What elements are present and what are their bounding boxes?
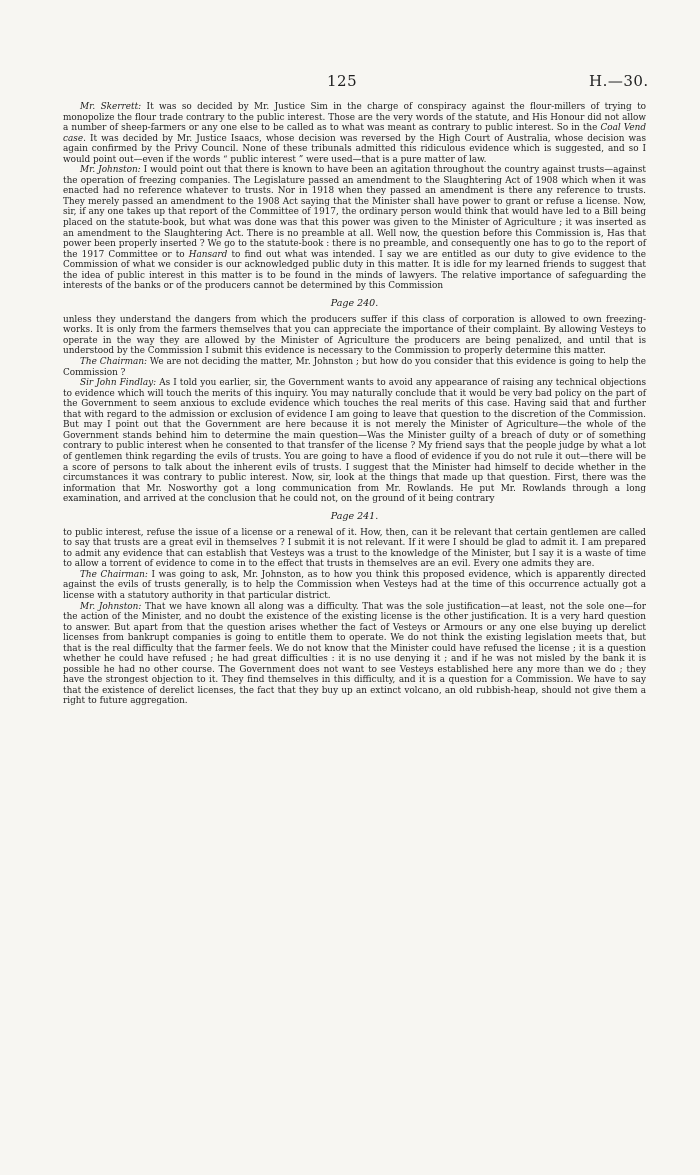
paragraph	[63, 378, 646, 505]
paragraph	[63, 570, 646, 602]
paragraph-text: I would point out that there is known to have been an agitation throughout the country against trusts—against the operation of freezing companies. The Legislature passed an amendment to the Slaughtering Act of 1908 which when it was enacted had no reference whatever to trusts. Nor in 1918 when they passed an amendment is there any reference to trusts. They merely passed an amendment to the 1908 Act saying that the Minister shall have power to grant or refuse a license. Now, sir, if any one takes up that report of the Committee of 1917, the ordinary person would think that would have led to a Bill being placed on the statute-book, but what was done was that this power was given to the Minister of Agriculture ; it was inserted as an amendment to the Slaughtering Act. There is no preamble at all. Well now, the question before this Commission is, Has that power been properly inserted ? We go to the statute-book : there is no preamble, and consequently one has to go to the report of the 1917 Committee or to	[63, 165, 647, 260]
paragraph	[63, 102, 646, 165]
speaker-name: The Chairman:	[80, 357, 148, 368]
page-number: 125	[327, 72, 358, 90]
paragraph	[63, 315, 646, 357]
document-reference: H.—30.	[589, 72, 649, 90]
speaker-name: Mr. Skerrett:	[80, 102, 142, 112]
paragraph-text: As I told you earlier, sir, the Government wants to avoid any appearance of raising any technical objections to evidence which will touch the merits of this inquiry. You may naturally conclude that it would be very bad policy on the part of the Government to seem anxious to exclude evidence which touches the real merits of this case. Having said that and further that with regard to the admission or exclusion of evidence I am going to leave that question to the discretion of the Commission. But may I point out that the Government are here because it is not merely the Minister of Agriculture—the whole of the Government stands behind him to determine the main question—Was the Minister guilty of a breach of duty or of something contrary to public interest when he consented to that transfer of the license ? My friend says that the people judge by what a lot of gentlemen think regarding the evils of trusts. You are going to have a flood of evidence if you do not rule it out—there will be a score of persons to talk about the inherent evils of trusts. I suggest that the Minister had himself to decide whether in the circumstances it was contrary to public interest. Now, sir, look at the things that made up that question. First, there was the information that Mr. Nosworthy got a long communication from Mr. Rowlands. He put Mr. Rowlands through a long examination, and arrived at the conclusion that he could not, on the ground of it being contrary	[63, 378, 647, 505]
speaker-name: Sir John Findlay:	[80, 378, 157, 389]
section-heading: Page 240.	[330, 297, 379, 309]
paragraph-text-continued: It was decided by Mr. Justice Isaacs, whose decision was reversed by the High Court of Australia, whose decision was again confirmed by the Privy Council. None of these tribunals admitted this ridiculous evidence which is suggested, and so I would point out—even if the words “ public interest ” were used—that is a pure matter of law.	[63, 133, 646, 165]
paragraph-text-continued: to find out what was intended. I say we are entitled as our duty to give evidence to the Commission of what we consider is our acknowledged public duty in this matter. It is idle for my learned friends to suggest that the idea of public interest in this matter is to be found in the minds of lawyers. The relative importance of safeguarding the interests of the banks or of the producers cannot be determined by this Commission	[63, 249, 646, 292]
paragraph-text: It was so decided by Mr. Justice Sim in the charge of conspiracy against the flour-millers of trying to monopolize the flour trade contrary to the public interest. Those are the very words of the statute, and His Honour did not allow a number of sheep-farmers or any one else to be called as to what was meant as contrary to public interest. So in the	[63, 102, 646, 134]
section-heading: Page 241.	[330, 510, 379, 522]
paragraph-text: That we have known all along was a difficulty. That was the sole justification—at least, not the sole one—for the action of the Minister, and no doubt the existence of the existing license is the other justification. It is a very hard question to answer. But apart from that the question arises whether the fact of Vesteys or Armours or any one else buying up derelict licenses from bankrupt companies is going to entitle them to operate. We do not think the existing legislation meets that, but that is the real difficulty that the farmer feels. We do not know that the Minister could have refused the license ; it is a question whether he could have refused ; he had great difficulties : it is no use denying it ; and if he was not misled by the bank it is possible he had no other course. The Government does not want to see Vesteys established here any more than we do ; they have the strongest objection to it. They find themselves in this difficulty, and it is a question for a Commission. We have to say that the existence of derelict licenses, the fact that they buy up an extinct volcano, an old rubbish-heap, should not give them a right to future aggregation.	[63, 601, 646, 707]
italic-reference: Coal Vend case.	[63, 123, 647, 144]
speaker-name: Mr. Johnston:	[80, 601, 142, 612]
speaker-name: Mr. Johnston:	[80, 165, 141, 176]
page-header	[0, 72, 700, 94]
paragraph	[63, 357, 646, 378]
paragraph-text: I was going to ask, Mr. Johnston, as to how you think this proposed evidence, which is apparently directed against the evils of trusts generally, is to help the Commission when Vesteys had at the time of this occurrence actually got a license with a statutory authority in that particular district.	[63, 569, 646, 601]
paragraph	[63, 528, 646, 570]
paragraph	[63, 602, 646, 707]
paragraph-text: to public interest, refuse the issue of a license or a renewal of it. How, then, can it be relevant that certain gentlemen are called to say that trusts are a great evil in themselves ? I submit it is not relevant. If it were I should be glad to admit it. I am prepared to admit any evidence that can establish that Vesteys was a trust to the knowledge of the Minister, but I say it is a waste of time to allow a torrent of evidence to come in to the effect that trusts in themselves are an evil. Every one admits they are.	[63, 527, 646, 570]
paragraph-text: We are not deciding the matter, Mr. Johnston ; but how do you consider that this evidence is going to help the Commission ?	[63, 357, 646, 378]
italic-reference: Hansard	[188, 249, 228, 260]
paragraph-text: unless they understand the dangers from which the producers suffer if this class of corporation is allowed to own freezing-works. It is only from the farmers themselves that you can appreciate the importance of their complaint. By allowing Vesteys to operate in the way they are allowed by the Minister of Agriculture the producers are being penalized, and until that is understood by the Commission I submit this evidence is necessary to the Commission to properly determine this matter.	[63, 314, 646, 357]
paragraph	[63, 165, 646, 292]
document-body	[63, 102, 646, 707]
speaker-name: The Chairman:	[80, 569, 148, 580]
